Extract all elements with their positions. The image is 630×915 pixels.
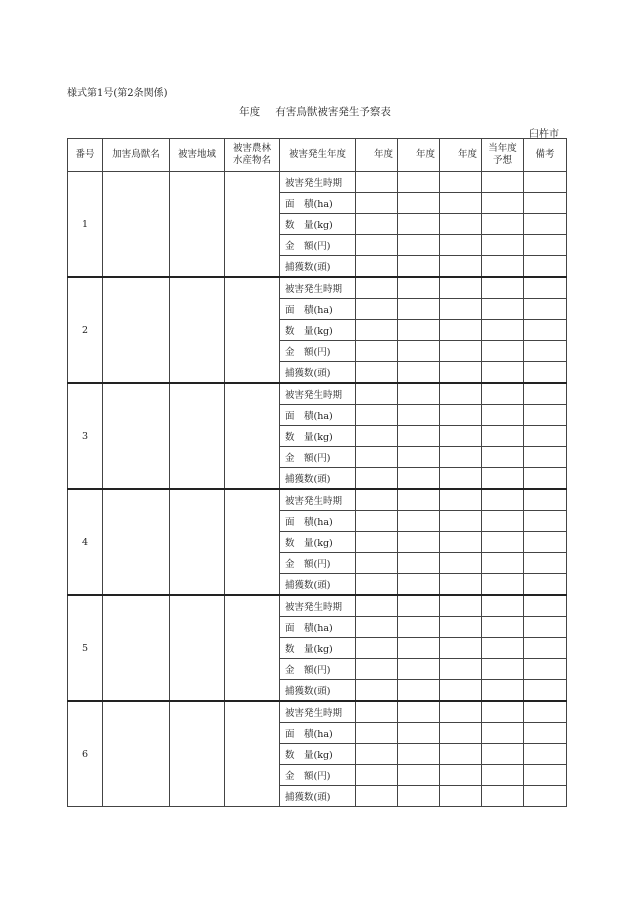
header-remarks: 備考	[524, 139, 567, 172]
item-label-cell: 数 量(kg)	[280, 426, 356, 447]
year-3-cell[interactable]	[440, 383, 482, 405]
item-label-cell: 金 額(円)	[280, 765, 356, 786]
item-label-cell: 捕獲数(頭)	[280, 362, 356, 384]
year-1-cell[interactable]	[356, 277, 398, 299]
item-label-cell: 被害発生時期	[280, 172, 356, 193]
forecast-cell[interactable]	[482, 405, 524, 426]
year-1-cell[interactable]	[356, 383, 398, 405]
remarks-cell[interactable]	[524, 256, 567, 278]
header-year-3	[440, 139, 482, 172]
damage-product-cell[interactable]	[225, 172, 280, 278]
damage-product-cell[interactable]	[225, 277, 280, 383]
forecast-cell[interactable]	[482, 362, 524, 384]
item-label-cell: 数 量(kg)	[280, 320, 356, 341]
remarks-cell[interactable]	[524, 277, 567, 299]
table-body	[68, 172, 567, 807]
item-label-cell: 面 積(ha)	[280, 511, 356, 532]
year-3-cell[interactable]	[440, 299, 482, 320]
year-3-cell[interactable]	[440, 320, 482, 341]
remarks-cell[interactable]	[524, 468, 567, 490]
year-1-cell[interactable]	[356, 701, 398, 723]
year-3-cell[interactable]	[440, 489, 482, 511]
year-1-cell[interactable]	[356, 341, 398, 362]
remarks-cell[interactable]	[524, 405, 567, 426]
year-2-cell[interactable]	[398, 638, 440, 659]
table-row	[68, 489, 567, 511]
item-label-cell: 面 積(ha)	[280, 405, 356, 426]
remarks-cell[interactable]	[524, 320, 567, 341]
header-number: 番号	[68, 139, 103, 172]
table-row	[68, 172, 567, 193]
year-2-cell[interactable]	[398, 574, 440, 596]
header-year-2-text: 年度	[415, 149, 435, 160]
item-label-cell: 被害発生時期	[280, 277, 356, 299]
title-year-prefix: 年度	[239, 106, 261, 118]
item-label-cell: 被害発生時期	[280, 383, 356, 405]
item-label-cell: 被害発生時期	[280, 701, 356, 723]
forecast-cell[interactable]	[482, 468, 524, 490]
forecast-cell[interactable]	[482, 172, 524, 193]
year-1-cell[interactable]	[356, 299, 398, 320]
year-1-cell[interactable]	[356, 511, 398, 532]
year-3-cell[interactable]	[440, 235, 482, 256]
forecast-cell[interactable]	[482, 511, 524, 532]
year-2-cell[interactable]	[398, 595, 440, 617]
header-year-label: 被害発生年度	[280, 139, 356, 172]
year-1-cell[interactable]	[356, 723, 398, 744]
damage-area-cell[interactable]	[170, 172, 225, 278]
remarks-cell[interactable]	[524, 447, 567, 468]
year-2-cell[interactable]	[398, 786, 440, 807]
year-1-cell[interactable]	[356, 638, 398, 659]
year-1-cell[interactable]	[356, 786, 398, 807]
header-product	[225, 139, 280, 172]
year-3-cell[interactable]	[440, 659, 482, 680]
year-3-cell[interactable]	[440, 638, 482, 659]
remarks-cell[interactable]	[524, 235, 567, 256]
year-2-cell[interactable]	[398, 744, 440, 765]
forecast-cell[interactable]	[482, 553, 524, 574]
year-1-cell[interactable]	[356, 193, 398, 214]
table-row	[68, 383, 567, 405]
year-2-cell[interactable]	[398, 405, 440, 426]
remarks-cell[interactable]	[524, 638, 567, 659]
remarks-cell[interactable]	[524, 744, 567, 765]
remarks-cell[interactable]	[524, 617, 567, 638]
year-2-cell[interactable]	[398, 659, 440, 680]
year-1-cell[interactable]	[356, 532, 398, 553]
year-3-cell[interactable]	[440, 362, 482, 384]
item-label-cell: 金 額(円)	[280, 447, 356, 468]
year-1-cell[interactable]	[356, 214, 398, 235]
remarks-cell[interactable]	[524, 193, 567, 214]
animal-name-cell[interactable]	[103, 595, 170, 701]
year-3-cell[interactable]	[440, 341, 482, 362]
animal-name-cell[interactable]	[103, 383, 170, 489]
year-1-cell[interactable]	[356, 405, 398, 426]
header-product-line1: 被害農林	[232, 143, 271, 154]
year-2-cell[interactable]	[398, 511, 440, 532]
remarks-cell[interactable]	[524, 511, 567, 532]
remarks-cell[interactable]	[524, 553, 567, 574]
damage-product-cell[interactable]	[225, 595, 280, 701]
forecast-cell[interactable]	[482, 786, 524, 807]
year-3-cell[interactable]	[440, 553, 482, 574]
remarks-cell[interactable]	[524, 701, 567, 723]
year-1-cell[interactable]	[356, 765, 398, 786]
year-2-cell[interactable]	[398, 256, 440, 278]
year-2-cell[interactable]	[398, 193, 440, 214]
year-3-cell[interactable]	[440, 617, 482, 638]
document-title	[0, 104, 630, 119]
damage-area-cell[interactable]	[170, 489, 225, 595]
item-label-cell: 数 量(kg)	[280, 532, 356, 553]
header-forecast	[482, 139, 524, 172]
year-1-cell[interactable]	[356, 362, 398, 384]
forecast-cell[interactable]	[482, 680, 524, 702]
remarks-cell[interactable]	[524, 765, 567, 786]
year-3-cell[interactable]	[440, 193, 482, 214]
year-3-cell[interactable]	[440, 765, 482, 786]
year-2-cell[interactable]	[398, 489, 440, 511]
forecast-cell[interactable]	[482, 659, 524, 680]
year-2-cell[interactable]	[398, 701, 440, 723]
forecast-cell[interactable]	[482, 341, 524, 362]
year-3-cell[interactable]	[440, 595, 482, 617]
year-3-cell[interactable]	[440, 172, 482, 193]
item-label-cell: 捕獲数(頭)	[280, 680, 356, 702]
year-2-cell[interactable]	[398, 277, 440, 299]
year-1-cell[interactable]	[356, 320, 398, 341]
damage-area-cell[interactable]	[170, 383, 225, 489]
group-number-cell: 2	[68, 277, 103, 383]
year-1-cell[interactable]	[356, 574, 398, 596]
remarks-cell[interactable]	[524, 426, 567, 447]
year-2-cell[interactable]	[398, 320, 440, 341]
forecast-cell[interactable]	[482, 277, 524, 299]
year-3-cell[interactable]	[440, 532, 482, 553]
year-1-cell[interactable]	[356, 447, 398, 468]
damage-area-cell[interactable]	[170, 277, 225, 383]
forecast-cell[interactable]	[482, 214, 524, 235]
table-row	[68, 277, 567, 299]
item-label-cell: 被害発生時期	[280, 489, 356, 511]
remarks-cell[interactable]	[524, 299, 567, 320]
remarks-cell[interactable]	[524, 362, 567, 384]
animal-name-cell[interactable]	[103, 172, 170, 278]
item-label-cell: 面 積(ha)	[280, 299, 356, 320]
group-number-cell: 3	[68, 383, 103, 489]
forecast-cell[interactable]	[482, 489, 524, 511]
remarks-cell[interactable]	[524, 680, 567, 702]
year-1-cell[interactable]	[356, 426, 398, 447]
remarks-cell[interactable]	[524, 723, 567, 744]
item-label-cell: 面 積(ha)	[280, 723, 356, 744]
year-3-cell[interactable]	[440, 511, 482, 532]
item-label-cell: 数 量(kg)	[280, 744, 356, 765]
title-main: 有害鳥獣被害発生予察表	[275, 106, 391, 118]
forecast-cell[interactable]	[482, 617, 524, 638]
year-2-cell[interactable]	[398, 468, 440, 490]
group-number-cell: 4	[68, 489, 103, 595]
item-label-cell: 捕獲数(頭)	[280, 468, 356, 490]
forecast-cell[interactable]	[482, 235, 524, 256]
year-2-cell[interactable]	[398, 362, 440, 384]
item-label-cell: 金 額(円)	[280, 341, 356, 362]
forecast-cell[interactable]	[482, 256, 524, 278]
year-1-cell[interactable]	[356, 235, 398, 256]
animal-name-cell[interactable]	[103, 701, 170, 807]
year-1-cell[interactable]	[356, 468, 398, 490]
animal-name-cell[interactable]	[103, 277, 170, 383]
forecast-cell[interactable]	[482, 574, 524, 596]
forecast-cell[interactable]	[482, 638, 524, 659]
year-2-cell[interactable]	[398, 765, 440, 786]
year-3-cell[interactable]	[440, 277, 482, 299]
year-1-cell[interactable]	[356, 256, 398, 278]
header-year-2	[398, 139, 440, 172]
forecast-cell[interactable]	[482, 723, 524, 744]
year-1-cell[interactable]	[356, 680, 398, 702]
header-forecast-line2: 予想	[492, 155, 512, 166]
damage-area-cell[interactable]	[170, 595, 225, 701]
year-1-cell[interactable]	[356, 659, 398, 680]
forecast-cell[interactable]	[482, 532, 524, 553]
year-3-cell[interactable]	[440, 256, 482, 278]
remarks-cell[interactable]	[524, 659, 567, 680]
year-3-cell[interactable]	[440, 405, 482, 426]
forecast-cell[interactable]	[482, 744, 524, 765]
remarks-cell[interactable]	[524, 595, 567, 617]
item-label-cell: 金 額(円)	[280, 659, 356, 680]
year-2-cell[interactable]	[398, 383, 440, 405]
group-number-cell: 5	[68, 595, 103, 701]
group-number-cell: 6	[68, 701, 103, 807]
year-2-cell[interactable]	[398, 447, 440, 468]
city-name: 臼杵市	[529, 129, 559, 140]
year-2-cell[interactable]	[398, 723, 440, 744]
form-number-label: 様式第1号(第2条関係)	[67, 88, 168, 99]
remarks-cell[interactable]	[524, 172, 567, 193]
year-2-cell[interactable]	[398, 172, 440, 193]
year-1-cell[interactable]	[356, 172, 398, 193]
year-1-cell[interactable]	[356, 553, 398, 574]
year-3-cell[interactable]	[440, 468, 482, 490]
year-3-cell[interactable]	[440, 214, 482, 235]
damage-product-cell[interactable]	[225, 489, 280, 595]
year-3-cell[interactable]	[440, 426, 482, 447]
year-2-cell[interactable]	[398, 299, 440, 320]
header-year-3-text: 年度	[457, 149, 477, 160]
item-label-cell: 金 額(円)	[280, 235, 356, 256]
remarks-cell[interactable]	[524, 214, 567, 235]
year-2-cell[interactable]	[398, 214, 440, 235]
remarks-cell[interactable]	[524, 489, 567, 511]
forecast-cell[interactable]	[482, 426, 524, 447]
item-label-cell: 数 量(kg)	[280, 214, 356, 235]
remarks-cell[interactable]	[524, 383, 567, 405]
header-year-1	[356, 139, 398, 172]
year-2-cell[interactable]	[398, 680, 440, 702]
year-3-cell[interactable]	[440, 680, 482, 702]
remarks-cell[interactable]	[524, 532, 567, 553]
header-forecast-line1: 当年度	[488, 143, 517, 154]
year-1-cell[interactable]	[356, 617, 398, 638]
damage-area-cell[interactable]	[170, 701, 225, 807]
remarks-cell[interactable]	[524, 341, 567, 362]
damage-product-cell[interactable]	[225, 383, 280, 489]
item-label-cell: 被害発生時期	[280, 595, 356, 617]
year-1-cell[interactable]	[356, 489, 398, 511]
year-1-cell[interactable]	[356, 744, 398, 765]
item-label-cell: 面 積(ha)	[280, 617, 356, 638]
item-label-cell: 捕獲数(頭)	[280, 786, 356, 807]
year-3-cell[interactable]	[440, 574, 482, 596]
item-label-cell: 数 量(kg)	[280, 638, 356, 659]
year-2-cell[interactable]	[398, 553, 440, 574]
table-row	[68, 595, 567, 617]
item-label-cell: 面 積(ha)	[280, 193, 356, 214]
item-label-cell: 金 額(円)	[280, 553, 356, 574]
year-2-cell[interactable]	[398, 341, 440, 362]
header-animal: 加害鳥獣名	[103, 139, 170, 172]
forecast-cell[interactable]	[482, 193, 524, 214]
year-3-cell[interactable]	[440, 701, 482, 723]
damage-product-cell[interactable]	[225, 701, 280, 807]
animal-name-cell[interactable]	[103, 489, 170, 595]
forecast-cell[interactable]	[482, 765, 524, 786]
forecast-cell[interactable]	[482, 299, 524, 320]
header-area: 被害地域	[170, 139, 225, 172]
forecast-table	[67, 138, 567, 807]
forecast-cell[interactable]	[482, 595, 524, 617]
forecast-cell[interactable]	[482, 320, 524, 341]
group-number-cell: 1	[68, 172, 103, 278]
remarks-cell[interactable]	[524, 574, 567, 596]
header-product-line2: 水産物名	[232, 155, 271, 166]
header-row	[68, 139, 567, 172]
forecast-cell[interactable]	[482, 701, 524, 723]
item-label-cell: 捕獲数(頭)	[280, 256, 356, 278]
remarks-cell[interactable]	[524, 786, 567, 807]
forecast-cell[interactable]	[482, 383, 524, 405]
year-2-cell[interactable]	[398, 426, 440, 447]
year-2-cell[interactable]	[398, 532, 440, 553]
year-3-cell[interactable]	[440, 723, 482, 744]
year-2-cell[interactable]	[398, 617, 440, 638]
table-row	[68, 701, 567, 723]
year-2-cell[interactable]	[398, 235, 440, 256]
year-1-cell[interactable]	[356, 595, 398, 617]
year-3-cell[interactable]	[440, 447, 482, 468]
forecast-cell[interactable]	[482, 447, 524, 468]
header-year-1-text: 年度	[373, 149, 393, 160]
year-3-cell[interactable]	[440, 786, 482, 807]
item-label-cell: 捕獲数(頭)	[280, 574, 356, 596]
year-3-cell[interactable]	[440, 744, 482, 765]
